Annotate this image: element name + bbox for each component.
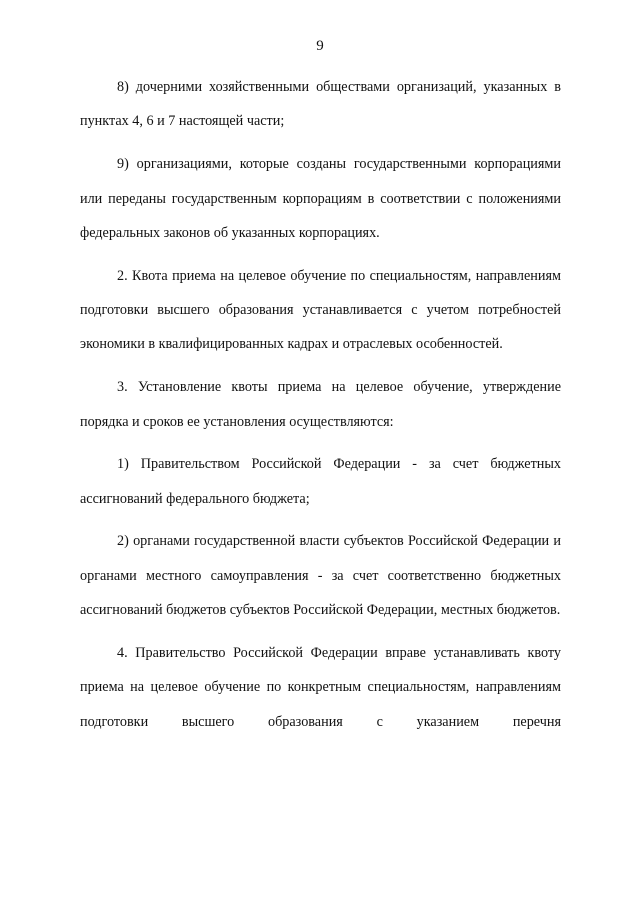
paragraph-subitem-2: 2) органами государственной власти субъектов Российской Федерации и органами местного самоуправления - за счет соответственно бюджетных ассигнований бюджетов субъектов Российской Федерации, местных бюджетов.: [80, 533, 561, 619]
paragraph-item-9: 9) организациями, которые созданы государственными корпорациями или переданы государственным корпорациям в соответствии с положениями федеральных законов об указанных корпорациях.: [80, 156, 561, 241]
paragraph-subitem-1: 1) Правительством Российской Федерации - за счет бюджетных ассигнований федерального бюджета;: [80, 456, 561, 507]
paragraph-section-3: 3. Установление квоты приема на целевое обучение, утверждение порядка и сроков ее установления осуществляются:: [80, 379, 561, 430]
page-number: 9: [316, 38, 324, 54]
paragraph-item-8: 8) дочерними хозяйственными обществами организаций, указанных в пунктах 4, 6 и 7 настоящей части;: [80, 79, 561, 130]
paragraph-section-2: 2. Квота приема на целевое обучение по специальностям, направлениям подготовки высшего образования устанавливается с учетом потребностей экономики в квалифицированных кадрах и отраслевых особенностей.: [80, 267, 561, 353]
paragraph-section-4: 4. Правительство Российской Федерации вправе устанавливать квоту приема на целевое обучение по конкретным специальностям, направлениям подготовки высшего образования с указанием перечня: [80, 644, 561, 730]
document-body: [80, 70, 561, 739]
